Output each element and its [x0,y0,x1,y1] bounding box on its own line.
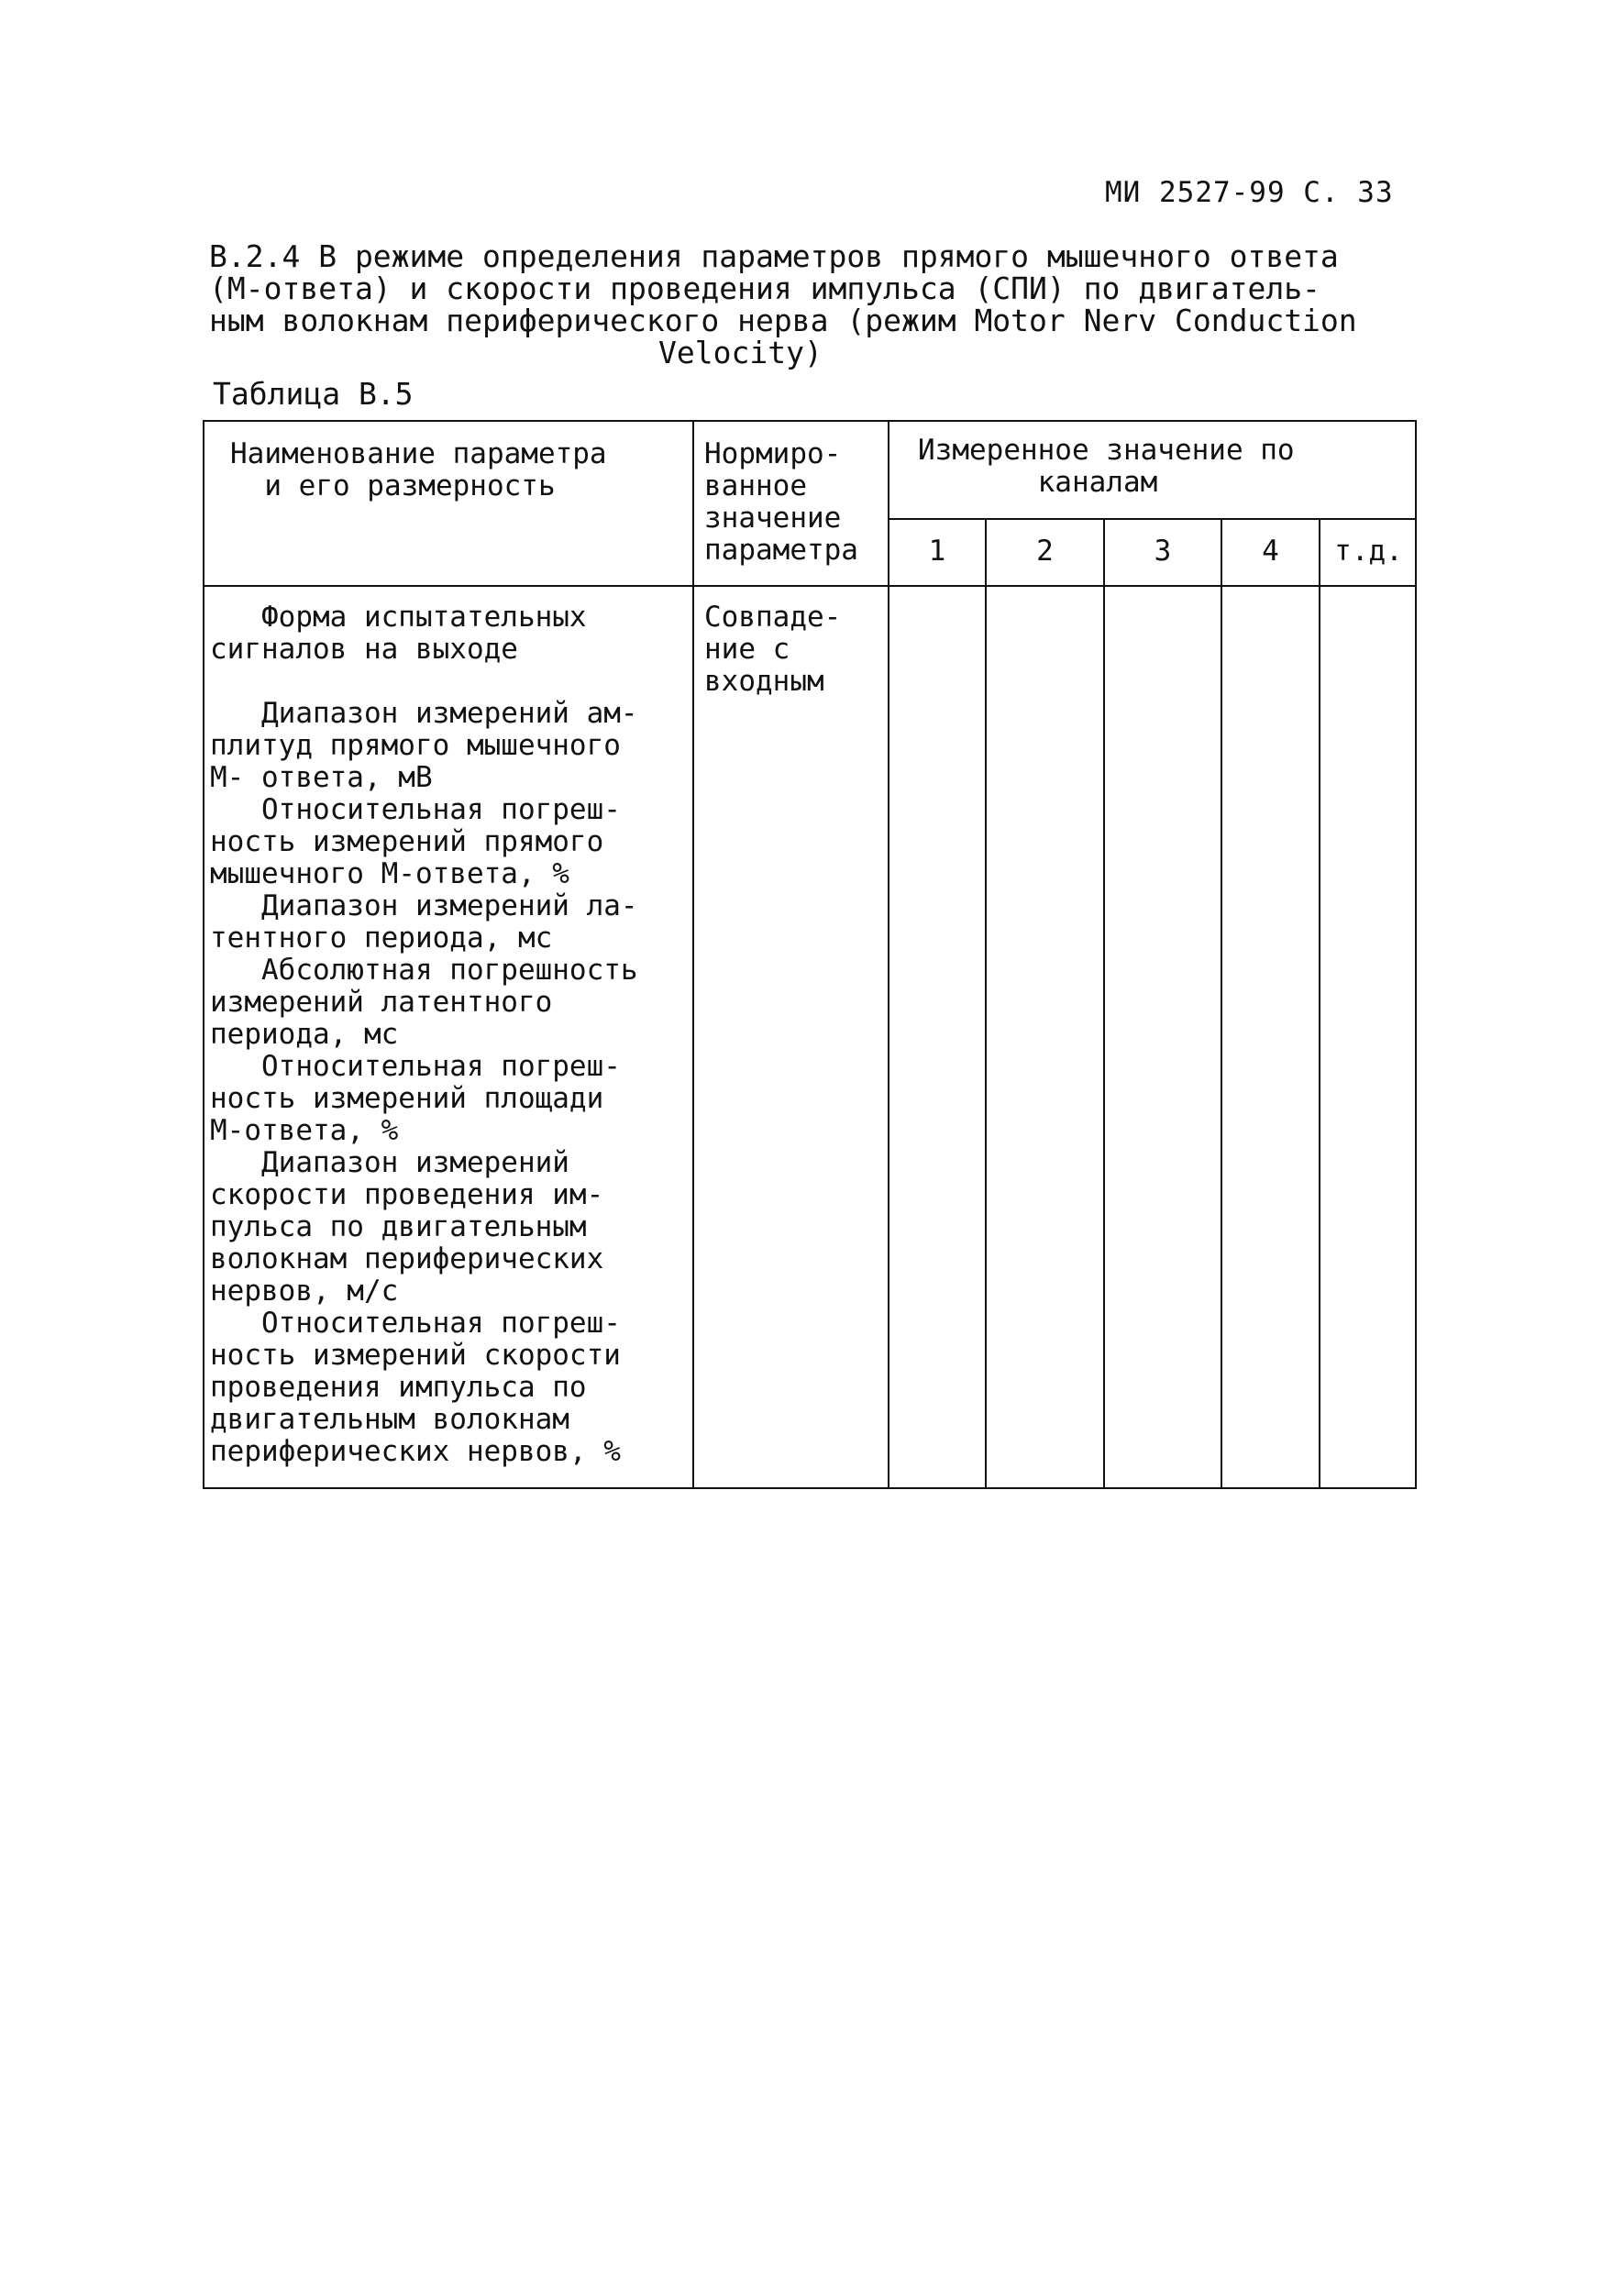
parameters-table [203,420,1417,1489]
channel-1-header: 1 [928,535,946,568]
parameter-name-header: Наименование параметра и его размерность [230,437,607,502]
measured-value-header: Измеренное значение по каналам [918,434,1295,499]
intro-line-1: В.2.4 В режиме определения параметров прямого мышечного ответа [209,238,1339,274]
channel-etc-header: т.д. [1334,535,1403,568]
parameter-list-cell: Форма испытательных сигналов на выходе Диапазон измерений ам- плитуд прямого мышечного М- ответа, мВ Относительная погреш- ность измерений прямого мышечного М-ответа, % Диапазон измерений ла- тентного периода, мс Абсолютная погрешность измерений латентного периода, мс Относительная погреш- ность измерений площади М-ответа, % Диапазон измерений скорости проведения им- пульса по двигательным волокнам периферических нервов, м/с Относительная погреш- ность измерений скорости проведения импульса по двигательным волокнам периферических нервов, % [210,601,638,1468]
normalized-value-cell: Совпаде- ние с входным [704,601,842,698]
intro-line-4: Velocity) [658,335,823,370]
intro-line-3: ным волокнам периферического нерва (режим Motor Nerv Conduction [209,303,1357,338]
channel-4-header: 4 [1262,535,1279,568]
table-caption: Таблица В.5 [213,376,414,412]
normalized-value-header: Нормиро- ванное значение параметра [704,437,858,567]
document-reference: МИ 2527-99 С. 33 [1105,176,1394,209]
intro-line-2: (М-ответа) и скорости проведения импульса (СПИ) по двигатель- [209,270,1320,306]
channel-3-header: 3 [1154,535,1172,568]
channel-2-header: 2 [1036,535,1054,568]
section-intro [209,240,1456,369]
